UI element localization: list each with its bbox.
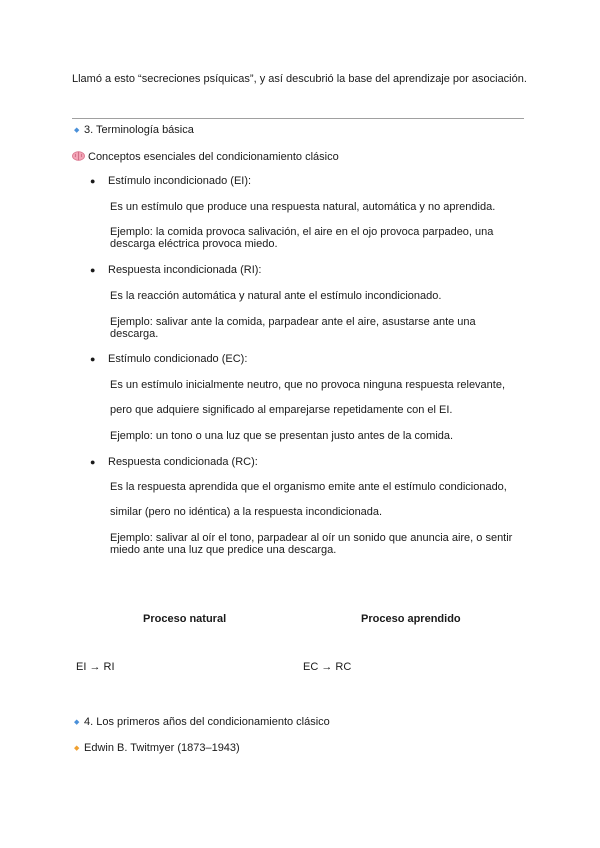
- term-definition-cont: similar (pero no idéntica) a la respuesta incondicionada.: [110, 506, 383, 518]
- term-definition: Es la reacción automática y natural ante el estímulo incondicionado.: [110, 290, 442, 302]
- subtitle-text: Conceptos esenciales del condicionamiento clásico: [88, 151, 339, 163]
- term-label: Respuesta incondicionada (RI):: [108, 264, 262, 276]
- term-definition-cont: pero que adquiere significado al emparejarse repetidamente con el EI.: [110, 404, 453, 416]
- term-example: Ejemplo: la comida provoca salivación, el aire en el ojo provoca parpadeo, una descarga eléctrica provoca miedo.: [110, 226, 494, 250]
- brain-icon: [72, 151, 85, 161]
- small-orange-diamond-icon: ◆: [74, 745, 80, 752]
- term-example: Ejemplo: un tono o una luz que se presentan justo antes de la comida.: [110, 430, 454, 442]
- list-bullet: ●: [90, 265, 96, 275]
- term-definition: Es un estímulo que produce una respuesta natural, automática y no aprendida.: [110, 201, 496, 213]
- table-cell-learned: EC → RC: [303, 661, 352, 673]
- term-label: Estímulo condicionado (EC):: [108, 353, 248, 365]
- section-3-subtitle: [72, 151, 339, 164]
- section-4-title: 4. Los primeros años del condicionamiento clásico: [84, 716, 330, 728]
- section-3-title: 3. Terminología básica: [84, 124, 194, 136]
- table-header-learned: Proceso aprendido: [361, 613, 461, 625]
- section-3-heading: [74, 124, 194, 137]
- table-cell-natural: EI → RI: [76, 661, 115, 673]
- term-example: Ejemplo: salivar al oír el tono, parpadear al oír un sonido que anuncia aire, o sentir miedo ante una luz que predice una descarga.: [110, 532, 513, 556]
- horizontal-divider: [72, 118, 524, 119]
- term-label: Estímulo incondicionado (EI):: [108, 175, 252, 187]
- list-bullet: ●: [90, 457, 96, 467]
- section-4-heading: [74, 716, 330, 729]
- term-example: Ejemplo: salivar ante la comida, parpadear ante el aire, asustarse ante una descarga.: [110, 316, 476, 340]
- small-blue-diamond-icon: ◆: [74, 719, 80, 726]
- term-label: Respuesta condicionada (RC):: [108, 456, 258, 468]
- term-definition: Es la respuesta aprendida que el organismo emite ante el estímulo condicionado,: [110, 481, 507, 493]
- small-blue-diamond-icon: ◆: [74, 127, 80, 134]
- person-name: Edwin B. Twitmyer (1873–1943): [84, 742, 240, 754]
- table-header-natural: Proceso natural: [143, 613, 227, 625]
- intro-paragraph: Llamó a esto “secreciones psíquicas”, y así descubrió la base del aprendizaje por asociación.: [72, 73, 527, 85]
- list-bullet: ●: [90, 176, 96, 186]
- person-entry: [74, 742, 240, 755]
- list-bullet: ●: [90, 354, 96, 364]
- term-definition: Es un estímulo inicialmente neutro, que no provoca ninguna respuesta relevante,: [110, 379, 506, 391]
